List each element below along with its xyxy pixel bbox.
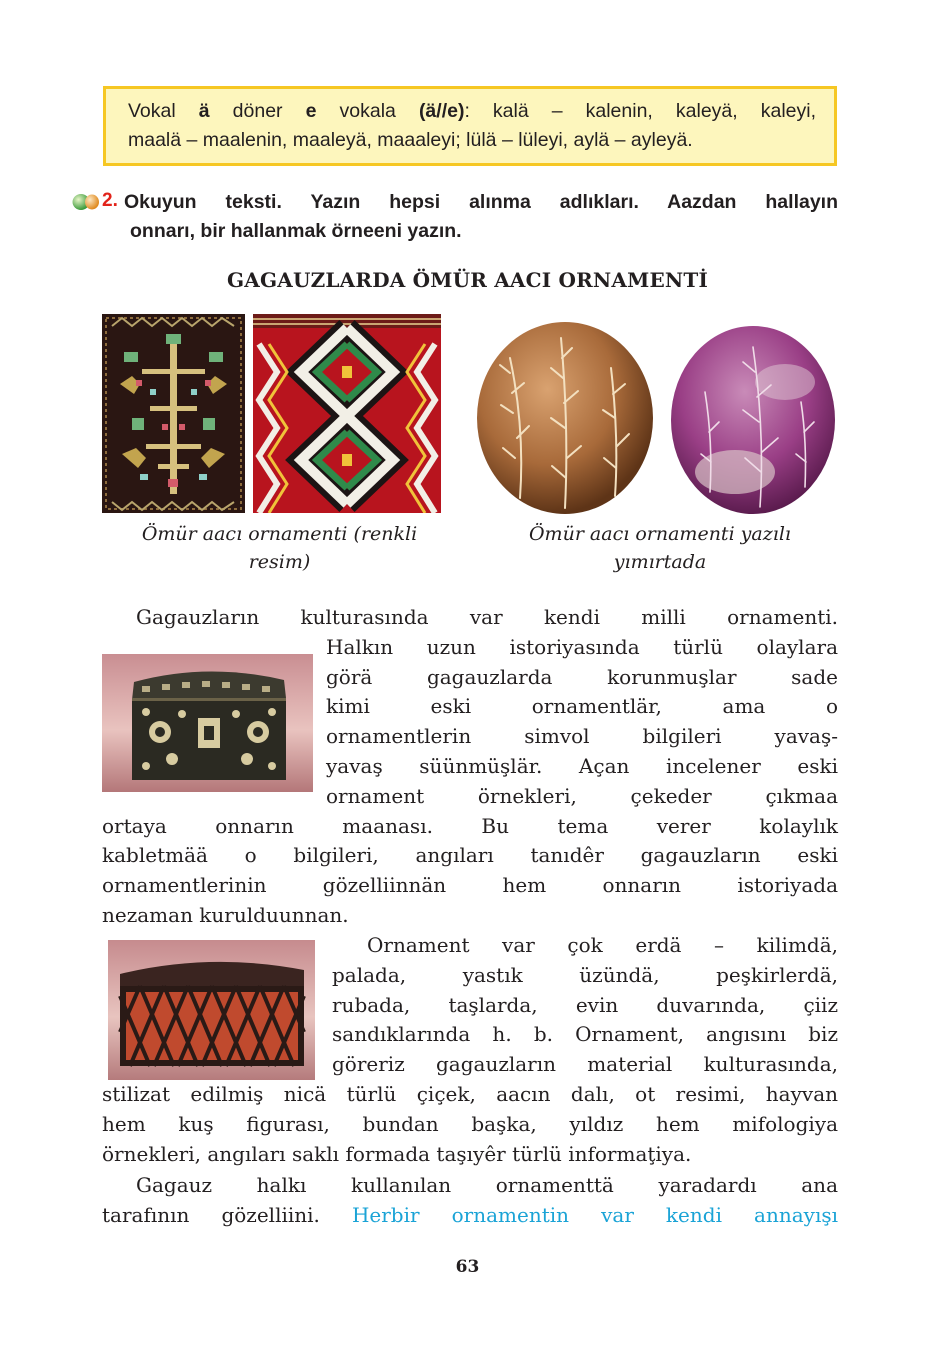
paragraph-ornament-places: Ornament var çok erdä – kilimdä, palada, yastık üzündä, peşkirlerdä, rubada, taşlarda, evin duvarında, çiiz sandıklarında h. b. Ornament, angısını biz göreriz gagauzların material kulturasında, stilizat edilmiş nicä türlü çiçek, aacın dalı, ot resimi, hayvan hem kuş figurası, bundan başka, yıldız hem mifologiya örnekleri, angıları saklı formada taşıyêr türlü informaţiya.: [102, 933, 838, 1166]
page-number: 63: [455, 1257, 480, 1277]
paragraph-beauty: Gagauz halkı kullanılan ornamenttä yaradardı ana tarafının gözelliini. Herbir ornamentin var kendi annayışı: [102, 1171, 838, 1231]
paragraph-culture: Gagauzların kulturasında var kendi milli ornamenti. Halkın uzun istoriyasında türlü olaylara görä gagauzlarda korunmuşlar sade kimi eski ornamentlär, ama o ornamentlerin simvol bilgileri yavaş- yavaş süünmüşlär. Açan incelener eski ornament örnekleri, çekeder çıkmaa ortaya onnarın maanası. Bu tema verer kolaylık kabletmää o bilgileri, angıları tanıdêr gagauzların eski ornamentlerinin gözelliinnän hem onnarın istoriyada nezaman kurulduunnan.: [102, 605, 838, 927]
brown-egg-ornament-photo: [465, 318, 665, 516]
purple-egg-ornament-photo: [665, 322, 840, 516]
highlighted-sentence: Herbir ornamentin var kendi annayışı: [351, 1202, 838, 1227]
section-title: GAGAUZLARDA ÖMÜR AACI ORNAMENTİ: [226, 268, 709, 292]
rule-line-2: maalä – maalenin, maaleyä, maaaleyi; lülä – lüleyi, aylä – ayleyä.: [128, 129, 693, 151]
textile-zigzag-ornament-photo: [253, 314, 441, 513]
paragraph-beauty-line-2: tarafının gözelliini. Herbir ornamentin var kendi annayışı: [102, 1202, 838, 1227]
embroidery-tree-of-life-photo: [102, 314, 245, 513]
grammar-rule-box: [103, 86, 837, 166]
caption-colored-ornament: Ömür aacı ornamenti (renkli resim): [141, 523, 418, 573]
caption-egg-ornament: Ömür aacı ornamenti yazılı yımırtada: [528, 523, 791, 573]
exercise-bullet-icon: [72, 193, 100, 211]
exercise-number: 2.: [102, 190, 118, 211]
rule-line-1: Vokal ä döner e vokala (ä//e): kalä – kalenin, kaleyä, kaleyi,: [128, 100, 817, 122]
exercise-instruction: Okuyun teksti. Yazın hepsi alınma adlıkları. Aazdan hallayın onnarı, bir hallanmak örneeni yazın.: [124, 191, 838, 242]
